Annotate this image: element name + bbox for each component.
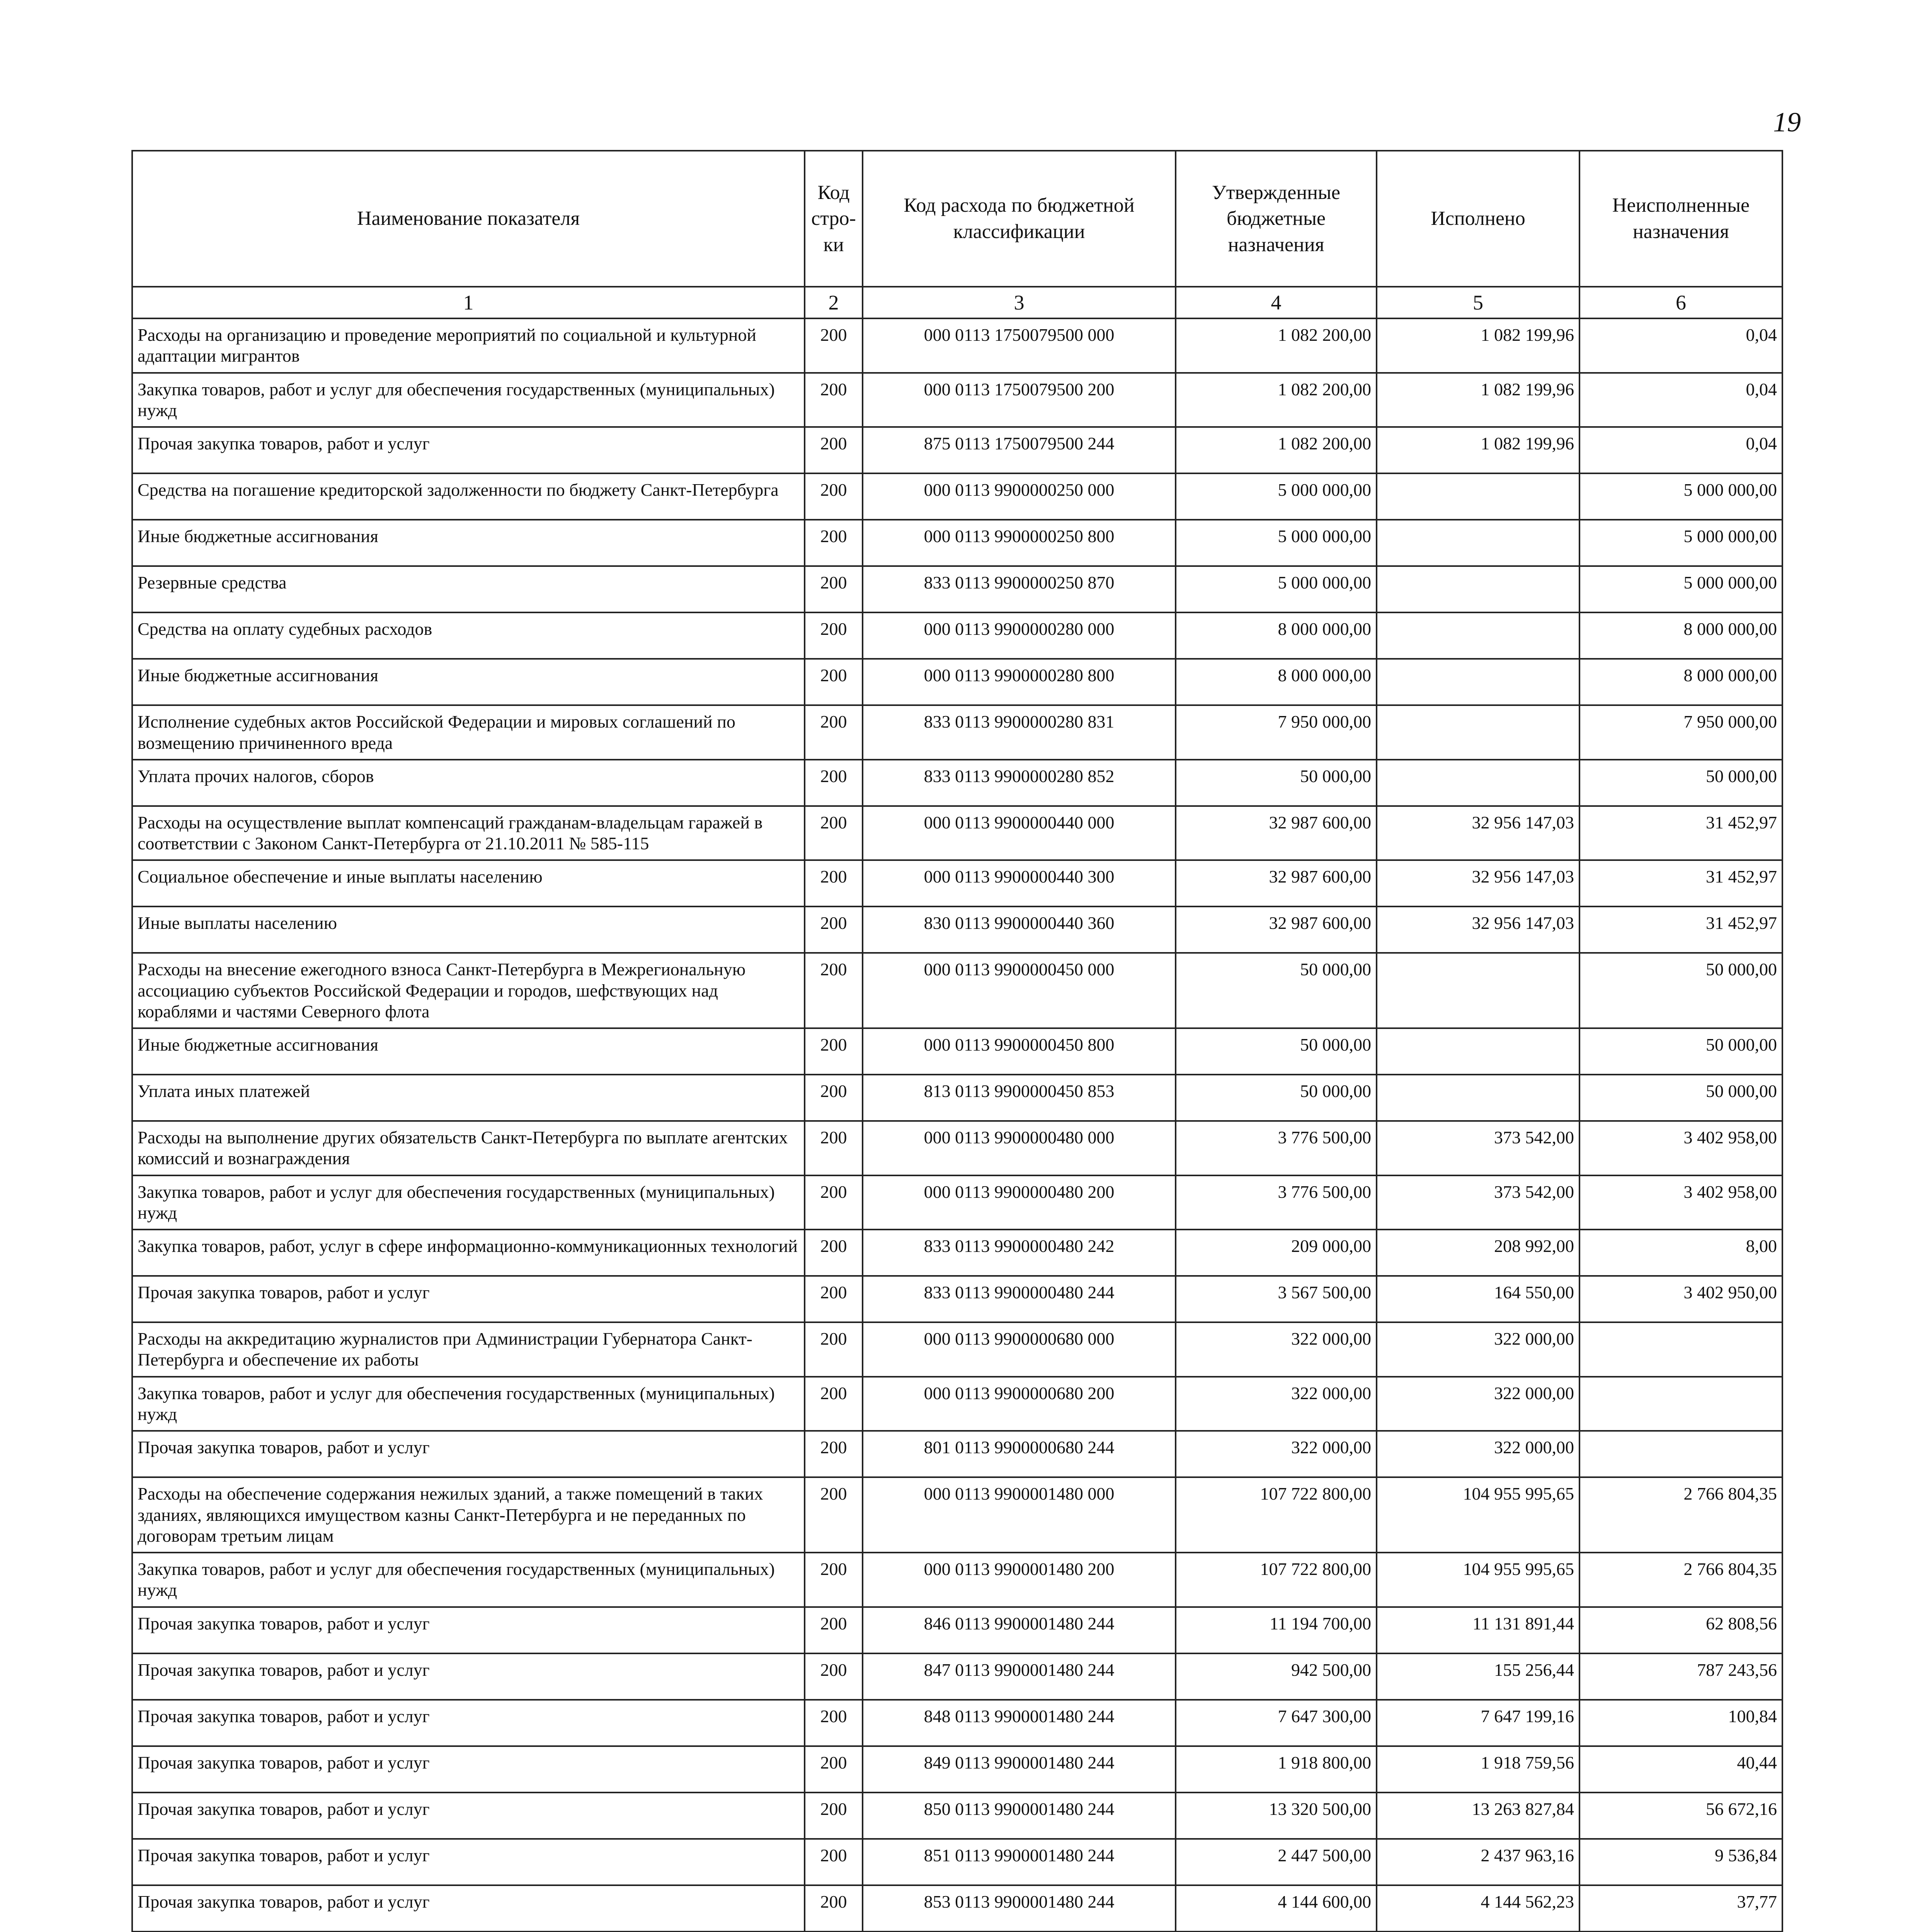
cell-unexecuted: 0,04 — [1579, 373, 1782, 427]
cell-unexecuted: 100,84 — [1579, 1700, 1782, 1746]
cell-approved: 50 000,00 — [1176, 1075, 1377, 1121]
header-budget-classification-code: Код расхода по бюджетной классификации — [863, 151, 1176, 287]
cell-unexecuted: 3 402 958,00 — [1579, 1175, 1782, 1230]
cell-executed — [1377, 760, 1579, 806]
cell-line-code: 200 — [805, 1839, 863, 1885]
column-number: 5 — [1377, 287, 1579, 318]
cell-approved: 8 000 000,00 — [1176, 659, 1377, 705]
cell-executed: 11 131 891,44 — [1377, 1607, 1579, 1653]
cell-indicator-name: Резервные средства — [132, 566, 805, 612]
cell-line-code: 200 — [805, 659, 863, 705]
cell-budget-code: 801 0113 9900000680 244 — [863, 1431, 1176, 1477]
cell-approved: 32 987 600,00 — [1176, 906, 1377, 953]
cell-approved: 209 000,00 — [1176, 1230, 1377, 1276]
cell-line-code: 200 — [805, 860, 863, 906]
cell-budget-code: 833 0113 9900000480 242 — [863, 1230, 1176, 1276]
table-row — [132, 1793, 1782, 1839]
table-row — [132, 427, 1782, 473]
cell-indicator-name: Исполнение судебных актов Российской Федерации и мировых соглашений по возмещению причиненного вреда — [132, 705, 805, 760]
cell-indicator-name: Прочая закупка товаров, работ и услуг — [132, 1607, 805, 1653]
cell-approved: 322 000,00 — [1176, 1322, 1377, 1377]
cell-executed — [1377, 705, 1579, 760]
cell-approved: 107 722 800,00 — [1176, 1477, 1377, 1553]
header-indicator-name: Наименование показателя — [132, 151, 805, 287]
cell-indicator-name: Иные бюджетные ассигнования — [132, 520, 805, 566]
cell-line-code: 200 — [805, 1431, 863, 1477]
cell-indicator-name: Закупка товаров, работ и услуг для обеспечения государственных (муниципальных) нужд — [132, 1553, 805, 1607]
cell-budget-code: 813 0113 9900000450 853 — [863, 1075, 1176, 1121]
cell-unexecuted — [1579, 1431, 1782, 1477]
cell-approved: 1 918 800,00 — [1176, 1746, 1377, 1793]
cell-unexecuted: 7 950 000,00 — [1579, 705, 1782, 760]
cell-approved: 322 000,00 — [1176, 1431, 1377, 1477]
table-row — [132, 705, 1782, 760]
cell-executed — [1377, 566, 1579, 612]
cell-indicator-name: Расходы на внесение ежегодного взноса Санкт-Петербурга в Межрегиональную ассоциацию субъектов Российской Федерации и городов, шефствующих над кораблями и частями Северного флота — [132, 953, 805, 1028]
cell-budget-code: 000 0113 9900001480 000 — [863, 1477, 1176, 1553]
cell-line-code: 200 — [805, 1322, 863, 1377]
table-row — [132, 1075, 1782, 1121]
budget-execution-table — [131, 150, 1783, 1932]
cell-line-code: 200 — [805, 1700, 863, 1746]
cell-executed: 32 956 147,03 — [1377, 906, 1579, 953]
cell-line-code: 200 — [805, 906, 863, 953]
page-number: 19 — [1773, 107, 1801, 138]
cell-unexecuted: 8,00 — [1579, 1230, 1782, 1276]
cell-unexecuted: 56 672,16 — [1579, 1793, 1782, 1839]
cell-executed — [1377, 473, 1579, 520]
cell-executed: 1 082 199,96 — [1377, 427, 1579, 473]
cell-indicator-name: Прочая закупка товаров, работ и услуг — [132, 427, 805, 473]
cell-executed — [1377, 1075, 1579, 1121]
column-number: 3 — [863, 287, 1176, 318]
cell-line-code: 200 — [805, 520, 863, 566]
table-row — [132, 1028, 1782, 1075]
cell-budget-code: 000 0113 9900000450 000 — [863, 953, 1176, 1028]
header-executed: Исполнено — [1377, 151, 1579, 287]
cell-unexecuted: 5 000 000,00 — [1579, 566, 1782, 612]
cell-unexecuted: 50 000,00 — [1579, 1075, 1782, 1121]
cell-approved: 50 000,00 — [1176, 760, 1377, 806]
cell-unexecuted: 2 766 804,35 — [1579, 1477, 1782, 1553]
cell-executed — [1377, 612, 1579, 659]
table-body — [132, 318, 1782, 1932]
cell-approved: 8 000 000,00 — [1176, 612, 1377, 659]
cell-approved: 3 776 500,00 — [1176, 1175, 1377, 1230]
cell-unexecuted — [1579, 1377, 1782, 1431]
cell-budget-code: 000 0113 1750079500 200 — [863, 373, 1176, 427]
cell-indicator-name: Средства на погашение кредиторской задолженности по бюджету Санкт-Петербурга — [132, 473, 805, 520]
cell-budget-code: 000 0113 9900000440 300 — [863, 860, 1176, 906]
cell-budget-code: 833 0113 9900000280 831 — [863, 705, 1176, 760]
cell-executed: 13 263 827,84 — [1377, 1793, 1579, 1839]
cell-budget-code: 833 0113 9900000250 870 — [863, 566, 1176, 612]
cell-approved: 1 082 200,00 — [1176, 318, 1377, 373]
cell-budget-code: 875 0113 1750079500 244 — [863, 427, 1176, 473]
column-number-row — [132, 287, 1782, 318]
cell-indicator-name: Средства на оплату судебных расходов — [132, 612, 805, 659]
cell-line-code: 200 — [805, 760, 863, 806]
cell-executed: 2 437 963,16 — [1377, 1839, 1579, 1885]
cell-approved: 3 567 500,00 — [1176, 1276, 1377, 1322]
cell-indicator-name: Закупка товаров, работ и услуг для обеспечения государственных (муниципальных) нужд — [132, 1377, 805, 1431]
cell-budget-code: 853 0113 9900001480 244 — [863, 1885, 1176, 1932]
cell-approved: 2 447 500,00 — [1176, 1839, 1377, 1885]
cell-line-code: 200 — [805, 612, 863, 659]
cell-indicator-name: Уплата прочих налогов, сборов — [132, 760, 805, 806]
cell-budget-code: 000 0113 1750079500 000 — [863, 318, 1176, 373]
cell-line-code: 200 — [805, 373, 863, 427]
cell-executed: 208 992,00 — [1377, 1230, 1579, 1276]
cell-executed: 322 000,00 — [1377, 1322, 1579, 1377]
cell-unexecuted: 0,04 — [1579, 318, 1782, 373]
cell-line-code: 200 — [805, 1553, 863, 1607]
cell-approved: 7 647 300,00 — [1176, 1700, 1377, 1746]
cell-executed: 1 918 759,56 — [1377, 1746, 1579, 1793]
cell-indicator-name: Расходы на аккредитацию журналистов при Администрации Губернатора Санкт-Петербурга и обеспечение их работы — [132, 1322, 805, 1377]
cell-indicator-name: Иные бюджетные ассигнования — [132, 1028, 805, 1075]
cell-executed: 155 256,44 — [1377, 1653, 1579, 1700]
cell-executed: 164 550,00 — [1377, 1276, 1579, 1322]
cell-approved: 942 500,00 — [1176, 1653, 1377, 1700]
cell-budget-code: 000 0113 9900000440 000 — [863, 806, 1176, 861]
cell-budget-code: 849 0113 9900001480 244 — [863, 1746, 1176, 1793]
cell-line-code: 200 — [805, 1477, 863, 1553]
cell-approved: 13 320 500,00 — [1176, 1793, 1377, 1839]
cell-line-code: 200 — [805, 1885, 863, 1932]
cell-budget-code: 833 0113 9900000480 244 — [863, 1276, 1176, 1322]
cell-approved: 5 000 000,00 — [1176, 473, 1377, 520]
table-row — [132, 1431, 1782, 1477]
table-row — [132, 1322, 1782, 1377]
cell-approved: 322 000,00 — [1176, 1377, 1377, 1431]
cell-executed: 32 956 147,03 — [1377, 860, 1579, 906]
cell-approved: 5 000 000,00 — [1176, 520, 1377, 566]
table-row — [132, 860, 1782, 906]
table-header-row — [132, 151, 1782, 287]
table-row — [132, 906, 1782, 953]
cell-line-code: 200 — [805, 318, 863, 373]
cell-indicator-name: Прочая закупка товаров, работ и услуг — [132, 1653, 805, 1700]
cell-budget-code: 851 0113 9900001480 244 — [863, 1839, 1176, 1885]
cell-unexecuted: 50 000,00 — [1579, 953, 1782, 1028]
cell-executed: 1 082 199,96 — [1377, 318, 1579, 373]
table-row — [132, 1121, 1782, 1175]
cell-indicator-name: Прочая закупка товаров, работ и услуг — [132, 1793, 805, 1839]
cell-executed: 104 955 995,65 — [1377, 1477, 1579, 1553]
cell-line-code: 200 — [805, 806, 863, 861]
cell-budget-code: 000 0113 9900000680 000 — [863, 1322, 1176, 1377]
cell-line-code: 200 — [805, 1793, 863, 1839]
cell-indicator-name: Иные бюджетные ассигнования — [132, 659, 805, 705]
cell-line-code: 200 — [805, 1121, 863, 1175]
table-row — [132, 520, 1782, 566]
cell-approved: 4 144 600,00 — [1176, 1885, 1377, 1932]
table-row — [132, 1553, 1782, 1607]
table-row — [132, 953, 1782, 1028]
cell-indicator-name: Расходы на организацию и проведение мероприятий по социальной и культурной адаптации мигрантов — [132, 318, 805, 373]
cell-approved: 107 722 800,00 — [1176, 1553, 1377, 1607]
cell-approved: 50 000,00 — [1176, 1028, 1377, 1075]
cell-budget-code: 000 0113 9900000280 000 — [863, 612, 1176, 659]
cell-approved: 5 000 000,00 — [1176, 566, 1377, 612]
column-number: 2 — [805, 287, 863, 318]
cell-unexecuted: 40,44 — [1579, 1746, 1782, 1793]
cell-indicator-name: Расходы на осуществление выплат компенсаций гражданам-владельцам гаражей в соответствии с Законом Санкт-Петербурга от 21.10.2011 № 585-115 — [132, 806, 805, 861]
header-unexecuted-appropriations: Неисполненные назначения — [1579, 151, 1782, 287]
cell-executed: 1 082 199,96 — [1377, 373, 1579, 427]
table-row — [132, 566, 1782, 612]
cell-indicator-name: Иные выплаты населению — [132, 906, 805, 953]
column-number: 4 — [1176, 287, 1377, 318]
cell-indicator-name: Закупка товаров, работ и услуг для обеспечения государственных (муниципальных) нужд — [132, 373, 805, 427]
cell-unexecuted: 8 000 000,00 — [1579, 659, 1782, 705]
cell-unexecuted: 0,04 — [1579, 427, 1782, 473]
cell-budget-code: 000 0113 9900000480 000 — [863, 1121, 1176, 1175]
cell-line-code: 200 — [805, 473, 863, 520]
table-row — [132, 659, 1782, 705]
cell-executed — [1377, 953, 1579, 1028]
cell-line-code: 200 — [805, 1230, 863, 1276]
cell-executed: 32 956 147,03 — [1377, 806, 1579, 861]
cell-approved: 11 194 700,00 — [1176, 1607, 1377, 1653]
cell-line-code: 200 — [805, 705, 863, 760]
cell-indicator-name: Прочая закупка товаров, работ и услуг — [132, 1276, 805, 1322]
cell-unexecuted: 9 536,84 — [1579, 1839, 1782, 1885]
cell-approved: 32 987 600,00 — [1176, 860, 1377, 906]
cell-executed — [1377, 520, 1579, 566]
table-row — [132, 760, 1782, 806]
table-row — [132, 1175, 1782, 1230]
table-row — [132, 1276, 1782, 1322]
cell-approved: 1 082 200,00 — [1176, 373, 1377, 427]
cell-indicator-name: Прочая закупка товаров, работ и услуг — [132, 1746, 805, 1793]
cell-budget-code: 000 0113 9900000680 200 — [863, 1377, 1176, 1431]
cell-executed: 322 000,00 — [1377, 1377, 1579, 1431]
cell-executed: 4 144 562,23 — [1377, 1885, 1579, 1932]
table-row — [132, 1607, 1782, 1653]
cell-budget-code: 000 0113 9900000480 200 — [863, 1175, 1176, 1230]
cell-approved: 1 082 200,00 — [1176, 427, 1377, 473]
cell-indicator-name: Социальное обеспечение и иные выплаты населению — [132, 860, 805, 906]
cell-indicator-name: Прочая закупка товаров, работ и услуг — [132, 1885, 805, 1932]
table-row — [132, 1230, 1782, 1276]
cell-unexecuted: 37,77 — [1579, 1885, 1782, 1932]
cell-unexecuted — [1579, 1322, 1782, 1377]
cell-budget-code: 833 0113 9900000280 852 — [863, 760, 1176, 806]
cell-indicator-name: Прочая закупка товаров, работ и услуг — [132, 1839, 805, 1885]
cell-budget-code: 000 0113 9900001480 200 — [863, 1553, 1176, 1607]
cell-approved: 7 950 000,00 — [1176, 705, 1377, 760]
cell-executed: 104 955 995,65 — [1377, 1553, 1579, 1607]
cell-line-code: 200 — [805, 953, 863, 1028]
cell-budget-code: 850 0113 9900001480 244 — [863, 1793, 1176, 1839]
cell-executed: 7 647 199,16 — [1377, 1700, 1579, 1746]
header-line-code: Код стро-ки — [805, 151, 863, 287]
table-row — [132, 1477, 1782, 1553]
cell-line-code: 200 — [805, 1746, 863, 1793]
table-row — [132, 373, 1782, 427]
cell-unexecuted: 50 000,00 — [1579, 760, 1782, 806]
table-row — [132, 1885, 1782, 1932]
cell-line-code: 200 — [805, 1028, 863, 1075]
cell-unexecuted: 31 452,97 — [1579, 860, 1782, 906]
cell-unexecuted: 8 000 000,00 — [1579, 612, 1782, 659]
cell-approved: 50 000,00 — [1176, 953, 1377, 1028]
cell-line-code: 200 — [805, 427, 863, 473]
cell-unexecuted: 50 000,00 — [1579, 1028, 1782, 1075]
table-row — [132, 612, 1782, 659]
cell-indicator-name: Закупка товаров, работ и услуг для обеспечения государственных (муниципальных) нужд — [132, 1175, 805, 1230]
cell-unexecuted: 787 243,56 — [1579, 1653, 1782, 1700]
cell-unexecuted: 62 808,56 — [1579, 1607, 1782, 1653]
cell-line-code: 200 — [805, 1653, 863, 1700]
cell-indicator-name: Расходы на обеспечение содержания нежилых зданий, а также помещений в таких зданиях, являющихся имуществом казны Санкт-Петербурга и не переданных по договорам третьим лицам — [132, 1477, 805, 1553]
column-number: 6 — [1579, 287, 1782, 318]
cell-line-code: 200 — [805, 1276, 863, 1322]
table-row — [132, 318, 1782, 373]
cell-budget-code: 000 0113 9900000280 800 — [863, 659, 1176, 705]
cell-executed: 373 542,00 — [1377, 1175, 1579, 1230]
table-row — [132, 1653, 1782, 1700]
cell-line-code: 200 — [805, 1607, 863, 1653]
cell-approved: 3 776 500,00 — [1176, 1121, 1377, 1175]
cell-line-code: 200 — [805, 1075, 863, 1121]
cell-unexecuted: 5 000 000,00 — [1579, 520, 1782, 566]
cell-executed — [1377, 659, 1579, 705]
cell-line-code: 200 — [805, 1377, 863, 1431]
cell-unexecuted: 31 452,97 — [1579, 806, 1782, 861]
cell-indicator-name: Расходы на выполнение других обязательств Санкт-Петербурга по выплате агентских комиссий и вознаграждения — [132, 1121, 805, 1175]
cell-unexecuted: 5 000 000,00 — [1579, 473, 1782, 520]
cell-line-code: 200 — [805, 1175, 863, 1230]
cell-indicator-name: Прочая закупка товаров, работ и услуг — [132, 1700, 805, 1746]
cell-unexecuted: 2 766 804,35 — [1579, 1553, 1782, 1607]
cell-unexecuted: 3 402 950,00 — [1579, 1276, 1782, 1322]
cell-executed: 373 542,00 — [1377, 1121, 1579, 1175]
cell-executed — [1377, 1028, 1579, 1075]
cell-unexecuted: 31 452,97 — [1579, 906, 1782, 953]
cell-budget-code: 847 0113 9900001480 244 — [863, 1653, 1176, 1700]
cell-budget-code: 000 0113 9900000250 000 — [863, 473, 1176, 520]
cell-budget-code: 000 0113 9900000250 800 — [863, 520, 1176, 566]
table-row — [132, 1746, 1782, 1793]
table-row — [132, 1377, 1782, 1431]
cell-budget-code: 000 0113 9900000450 800 — [863, 1028, 1176, 1075]
cell-approved: 32 987 600,00 — [1176, 806, 1377, 861]
cell-budget-code: 830 0113 9900000440 360 — [863, 906, 1176, 953]
cell-unexecuted: 3 402 958,00 — [1579, 1121, 1782, 1175]
cell-indicator-name: Уплата иных платежей — [132, 1075, 805, 1121]
table-row — [132, 1839, 1782, 1885]
table-row — [132, 806, 1782, 861]
table-row — [132, 473, 1782, 520]
header-approved-appropriations: Утвержденные бюджетные назначения — [1176, 151, 1377, 287]
cell-budget-code: 846 0113 9900001480 244 — [863, 1607, 1176, 1653]
column-number: 1 — [132, 287, 805, 318]
cell-executed: 322 000,00 — [1377, 1431, 1579, 1477]
cell-indicator-name: Закупка товаров, работ, услуг в сфере информационно-коммуникационных технологий — [132, 1230, 805, 1276]
table-row — [132, 1700, 1782, 1746]
cell-indicator-name: Прочая закупка товаров, работ и услуг — [132, 1431, 805, 1477]
cell-line-code: 200 — [805, 566, 863, 612]
cell-budget-code: 848 0113 9900001480 244 — [863, 1700, 1176, 1746]
